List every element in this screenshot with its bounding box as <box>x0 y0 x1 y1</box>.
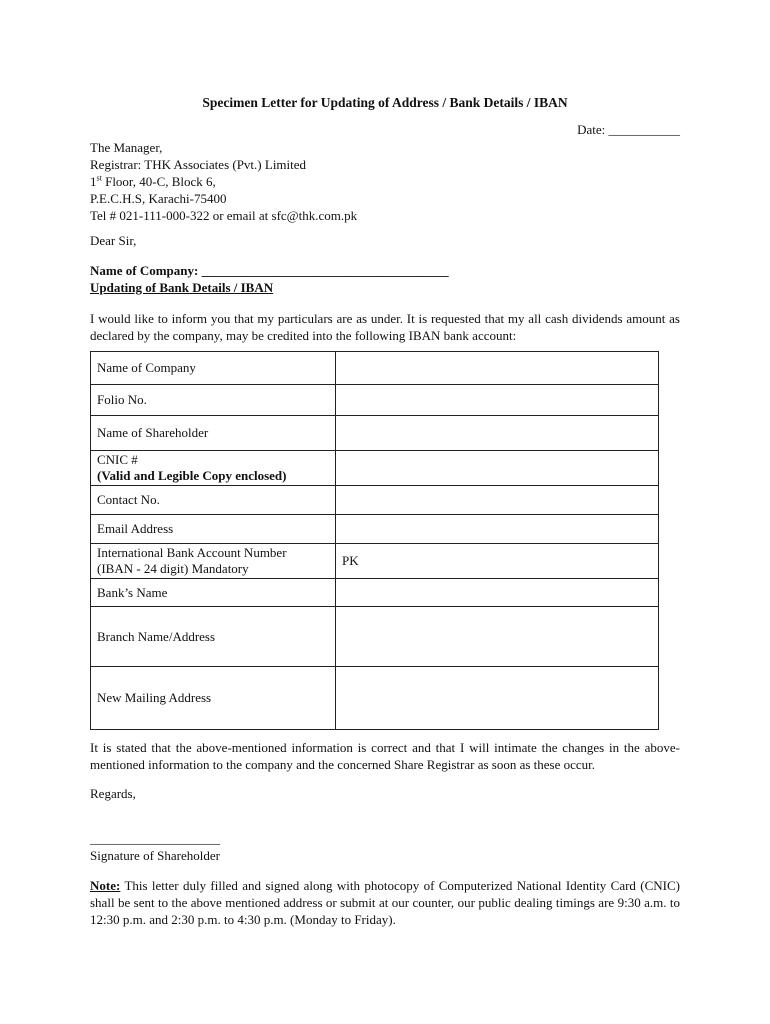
address-line-3 <box>90 173 357 190</box>
cnic-note: (Valid and Legible Copy enclosed) <box>97 468 287 483</box>
cnic-label: CNIC # <box>97 452 138 467</box>
document-title: Specimen Letter for Updating of Address / Bank Details / IBAN <box>202 95 568 110</box>
table-row <box>91 486 659 515</box>
table-row <box>91 579 659 607</box>
row-label-folio: Folio No. <box>91 385 336 416</box>
row-label-iban <box>91 544 336 579</box>
address-line-3-ordinal: st <box>96 173 102 183</box>
note-text: This letter duly filled and signed along with photocopy of Computerized National Identity Card (CNIC) shall be sent to the above mentioned address or submit at our counter, our public dealing timings are 9:30 a.m. to 12:30 p.m. and 2:30 p.m. to 4:30 p.m. (Monday to Friday). <box>90 878 680 927</box>
intro-paragraph: I would like to inform you that my particulars are as under. It is requested that my all cash dividends amount as declared by the company, may be credited into the following IBAN bank account: <box>90 311 680 343</box>
note-label: Note: <box>90 878 121 893</box>
recipient-address <box>90 139 357 224</box>
row-label-mailing: New Mailing Address <box>91 667 336 730</box>
subject-line: Updating of Bank Details / IBAN <box>90 280 274 295</box>
row-label-contact: Contact No. <box>91 486 336 515</box>
company-name-line: Name of Company: ______________________________________ <box>90 263 449 278</box>
table-row <box>91 515 659 544</box>
address-line-5: Tel # 021-111-000-322 or email at sfc@thk.com.pk <box>90 208 358 223</box>
row-label-branch: Branch Name/Address <box>91 607 336 667</box>
signature-line: ____________________ <box>90 831 220 846</box>
row-value-contact[interactable] <box>336 486 659 515</box>
table-row <box>91 352 659 385</box>
date-field: Date: ___________ <box>577 122 680 137</box>
row-label-email: Email Address <box>91 515 336 544</box>
address-line-3-rest: Floor, 40-C, Block 6, <box>101 174 216 189</box>
closing-regards: Regards, <box>90 786 136 801</box>
statement-paragraph: It is stated that the above-mentioned information is correct and that I will intimate the changes in the above-mentioned information to the company and the concerned Share Registrar as soon as these occur. <box>90 740 680 772</box>
row-value-company[interactable] <box>336 352 659 385</box>
table-row <box>91 416 659 451</box>
signature-label: Signature of Shareholder <box>90 848 220 863</box>
row-value-branch[interactable] <box>336 607 659 667</box>
row-value-shareholder[interactable] <box>336 416 659 451</box>
iban-label: International Bank Account Number <box>97 545 287 560</box>
row-label-shareholder: Name of Shareholder <box>91 416 336 451</box>
address-line-2: Registrar: THK Associates (Pvt.) Limited <box>90 157 307 172</box>
row-value-bank[interactable] <box>336 579 659 607</box>
row-label-bank: Bank’s Name <box>91 579 336 607</box>
address-line-1: The Manager, <box>90 140 163 155</box>
row-label-cnic <box>91 451 336 486</box>
table-row <box>91 607 659 667</box>
note-paragraph <box>90 877 680 928</box>
salutation: Dear Sir, <box>90 233 137 248</box>
row-value-folio[interactable] <box>336 385 659 416</box>
row-value-cnic[interactable] <box>336 451 659 486</box>
row-value-email[interactable] <box>336 515 659 544</box>
iban-note: (IBAN - 24 digit) Mandatory <box>97 561 249 576</box>
address-line-4: P.E.C.H.S, Karachi-75400 <box>90 191 227 206</box>
address-line-3-number: 1 <box>90 174 97 189</box>
table-row <box>91 667 659 730</box>
row-value-iban[interactable]: PK <box>336 544 659 579</box>
table-row <box>91 385 659 416</box>
company-subject-block <box>90 262 449 296</box>
table-row <box>91 451 659 486</box>
details-table <box>90 351 659 730</box>
row-label-company: Name of Company <box>91 352 336 385</box>
table-row <box>91 544 659 579</box>
row-value-mailing[interactable] <box>336 667 659 730</box>
